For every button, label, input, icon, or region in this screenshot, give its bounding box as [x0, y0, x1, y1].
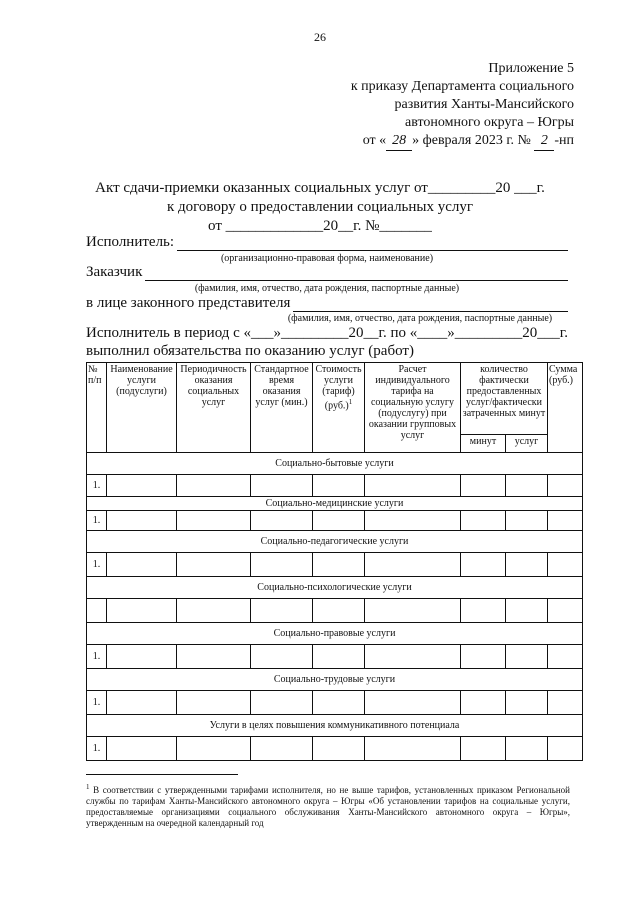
cell-sum[interactable]: [548, 645, 583, 669]
cell-sum[interactable]: [548, 691, 583, 715]
cell-periodicity[interactable]: [177, 475, 251, 497]
date-day: 28: [386, 132, 412, 151]
row-number: 1.: [87, 645, 107, 669]
header-quantity: количество фактически предоставленных услуг/фактически затраченных минут: [461, 363, 548, 435]
cell-periodicity[interactable]: [177, 691, 251, 715]
cell-minutes[interactable]: [461, 475, 506, 497]
order-number-suffix: -нп: [554, 133, 574, 148]
customer-field[interactable]: [145, 267, 568, 281]
cell-minutes[interactable]: [461, 645, 506, 669]
header-name: Наименование услуги (подуслуги): [107, 363, 177, 453]
table-row: [87, 737, 583, 761]
cell-cost[interactable]: [313, 691, 365, 715]
header-cost-footnote: 1: [348, 398, 353, 406]
act-title-line-1: Акт сдачи-приемки оказанных социальных услуг от_________20 ___г.: [95, 180, 545, 196]
cell-time[interactable]: [251, 511, 313, 531]
footnote: [86, 782, 570, 829]
cell-time[interactable]: [251, 475, 313, 497]
appendix-date-line: [351, 132, 574, 151]
row-number: 1.: [87, 511, 107, 531]
appendix-line-1: Приложение 5: [488, 61, 574, 76]
appendix-line-2: к приказу Департамента социального: [350, 79, 574, 94]
cell-cost[interactable]: [313, 645, 365, 669]
cell-minutes[interactable]: [461, 599, 506, 623]
representative-hint: (фамилия, имя, отчество, дата рождения, паспортные данные): [287, 313, 553, 324]
customer-label: Заказчик: [86, 264, 143, 280]
cell-cost[interactable]: [313, 553, 365, 577]
appendix-line-3: развития Ханты-Мансийского: [394, 97, 574, 112]
cell-cost[interactable]: [313, 599, 365, 623]
fulfilled-line: выполнил обязательства по оказанию услуг (работ): [86, 343, 414, 359]
executor-field[interactable]: [177, 237, 568, 251]
cell-name[interactable]: [107, 475, 177, 497]
table-row: [87, 691, 583, 715]
cell-periodicity[interactable]: [177, 511, 251, 531]
cell-name[interactable]: [107, 553, 177, 577]
customer-row: [86, 264, 568, 281]
representative-row: [86, 295, 568, 312]
cell-name[interactable]: [107, 645, 177, 669]
act-title-line-2: к договору о предоставлении социальных услуг: [166, 199, 474, 215]
row-number: 1.: [87, 737, 107, 761]
cell-cost[interactable]: [313, 737, 365, 761]
cell-calc[interactable]: [365, 475, 461, 497]
cell-minutes[interactable]: [461, 737, 506, 761]
period-line: Исполнитель в период с «___»_________20__г. по «____»_________20___г.: [86, 325, 568, 341]
act-title-line-3: от _____________20__г. №_______: [208, 218, 432, 234]
header-calc: Расчет индивидуального тарифа на социальную услугу (подуслугу) при оказании групповых услуг: [365, 363, 461, 453]
executor-row: [86, 234, 568, 251]
customer-hint: (фамилия, имя, отчество, дата рождения, паспортные данные): [194, 283, 460, 294]
cell-sum[interactable]: [548, 475, 583, 497]
date-prefix: от «: [362, 133, 387, 148]
cell-services[interactable]: [506, 645, 548, 669]
page-number: 26: [314, 30, 326, 44]
date-middle: » февраля 2023 г. №: [412, 133, 531, 148]
header-services: услуг: [506, 435, 548, 453]
cell-time[interactable]: [251, 737, 313, 761]
section-title: Социально-педагогические услуги: [87, 531, 583, 553]
row-number: 1.: [87, 475, 107, 497]
cell-calc[interactable]: [365, 691, 461, 715]
order-number: 2: [534, 132, 554, 151]
cell-periodicity[interactable]: [177, 737, 251, 761]
cell-sum[interactable]: [548, 599, 583, 623]
appendix-line-4: автономного округа – Югры: [405, 115, 574, 130]
cell-sum[interactable]: [548, 737, 583, 761]
header-sum: Сумма (руб.): [548, 363, 583, 453]
representative-field[interactable]: [293, 298, 568, 312]
cell-calc[interactable]: [365, 645, 461, 669]
header-cost-label: Стоимость услуги (тариф) (руб.): [315, 364, 362, 412]
cell-calc[interactable]: [365, 511, 461, 531]
executor-label: Исполнитель:: [86, 234, 175, 250]
cell-minutes[interactable]: [461, 691, 506, 715]
cell-services[interactable]: [506, 511, 548, 531]
cell-time[interactable]: [251, 553, 313, 577]
cell-calc[interactable]: [365, 737, 461, 761]
cell-services[interactable]: [506, 553, 548, 577]
header-num: № п/п: [87, 363, 107, 453]
cell-services[interactable]: [506, 737, 548, 761]
cell-calc[interactable]: [365, 599, 461, 623]
cell-name[interactable]: [107, 691, 177, 715]
footnote-marker: 1: [86, 783, 90, 791]
header-minutes: минут: [461, 435, 506, 453]
services-table: [86, 362, 583, 761]
footnote-text: В соответствии с утвержденными тарифами исполнителя, но не выше тарифов, установленных приказом Региональной службы по тарифам Ханты-Мансийского автономного округа – Югры «Об установлении тарифов на социальные услуги, предоставляемые организациями социального обслуживания Ханты-Мансийского автономного округа – Югры», утвержденным на очередной календарный год: [86, 785, 570, 828]
table-row: [87, 511, 583, 531]
cell-services[interactable]: [506, 599, 548, 623]
row-number: 1.: [87, 691, 107, 715]
cell-name[interactable]: [107, 737, 177, 761]
section-title: Социально-медицинские услуги: [87, 497, 583, 511]
representative-label: в лице законного представителя: [86, 295, 291, 311]
cell-periodicity[interactable]: [177, 553, 251, 577]
cell-services[interactable]: [506, 691, 548, 715]
cell-cost[interactable]: [313, 511, 365, 531]
section-title: Социально-трудовые услуги: [87, 669, 583, 691]
cell-sum[interactable]: [548, 511, 583, 531]
executor-hint: (организационно-правовая форма, наименование): [220, 253, 434, 264]
row-number: [87, 599, 107, 623]
table-row: [87, 553, 583, 577]
cell-periodicity[interactable]: [177, 645, 251, 669]
cell-name[interactable]: [107, 511, 177, 531]
section-title: Социально-бытовые услуги: [87, 453, 583, 475]
cell-time[interactable]: [251, 691, 313, 715]
cell-time[interactable]: [251, 645, 313, 669]
cell-minutes[interactable]: [461, 511, 506, 531]
cell-sum[interactable]: [548, 553, 583, 577]
cell-services[interactable]: [506, 475, 548, 497]
cell-time[interactable]: [251, 599, 313, 623]
row-number: 1.: [87, 553, 107, 577]
cell-name[interactable]: [107, 599, 177, 623]
section-title: Социально-психологические услуги: [87, 577, 583, 599]
header-standard-time: Стандартное время оказания услуг (мин.): [251, 363, 313, 453]
cell-minutes[interactable]: [461, 553, 506, 577]
cell-cost[interactable]: [313, 475, 365, 497]
table-row: [87, 599, 583, 623]
appendix-block: [351, 60, 574, 151]
footnote-divider: [86, 774, 238, 775]
header-periodicity: Периодичность оказания социальных услуг: [177, 363, 251, 453]
section-title: Социально-правовые услуги: [87, 623, 583, 645]
section-title: Услуги в целях повышения коммуникативного потенциала: [87, 715, 583, 737]
table-row: [87, 645, 583, 669]
cell-periodicity[interactable]: [177, 599, 251, 623]
header-cost: [313, 363, 365, 453]
table-row: [87, 475, 583, 497]
cell-calc[interactable]: [365, 553, 461, 577]
